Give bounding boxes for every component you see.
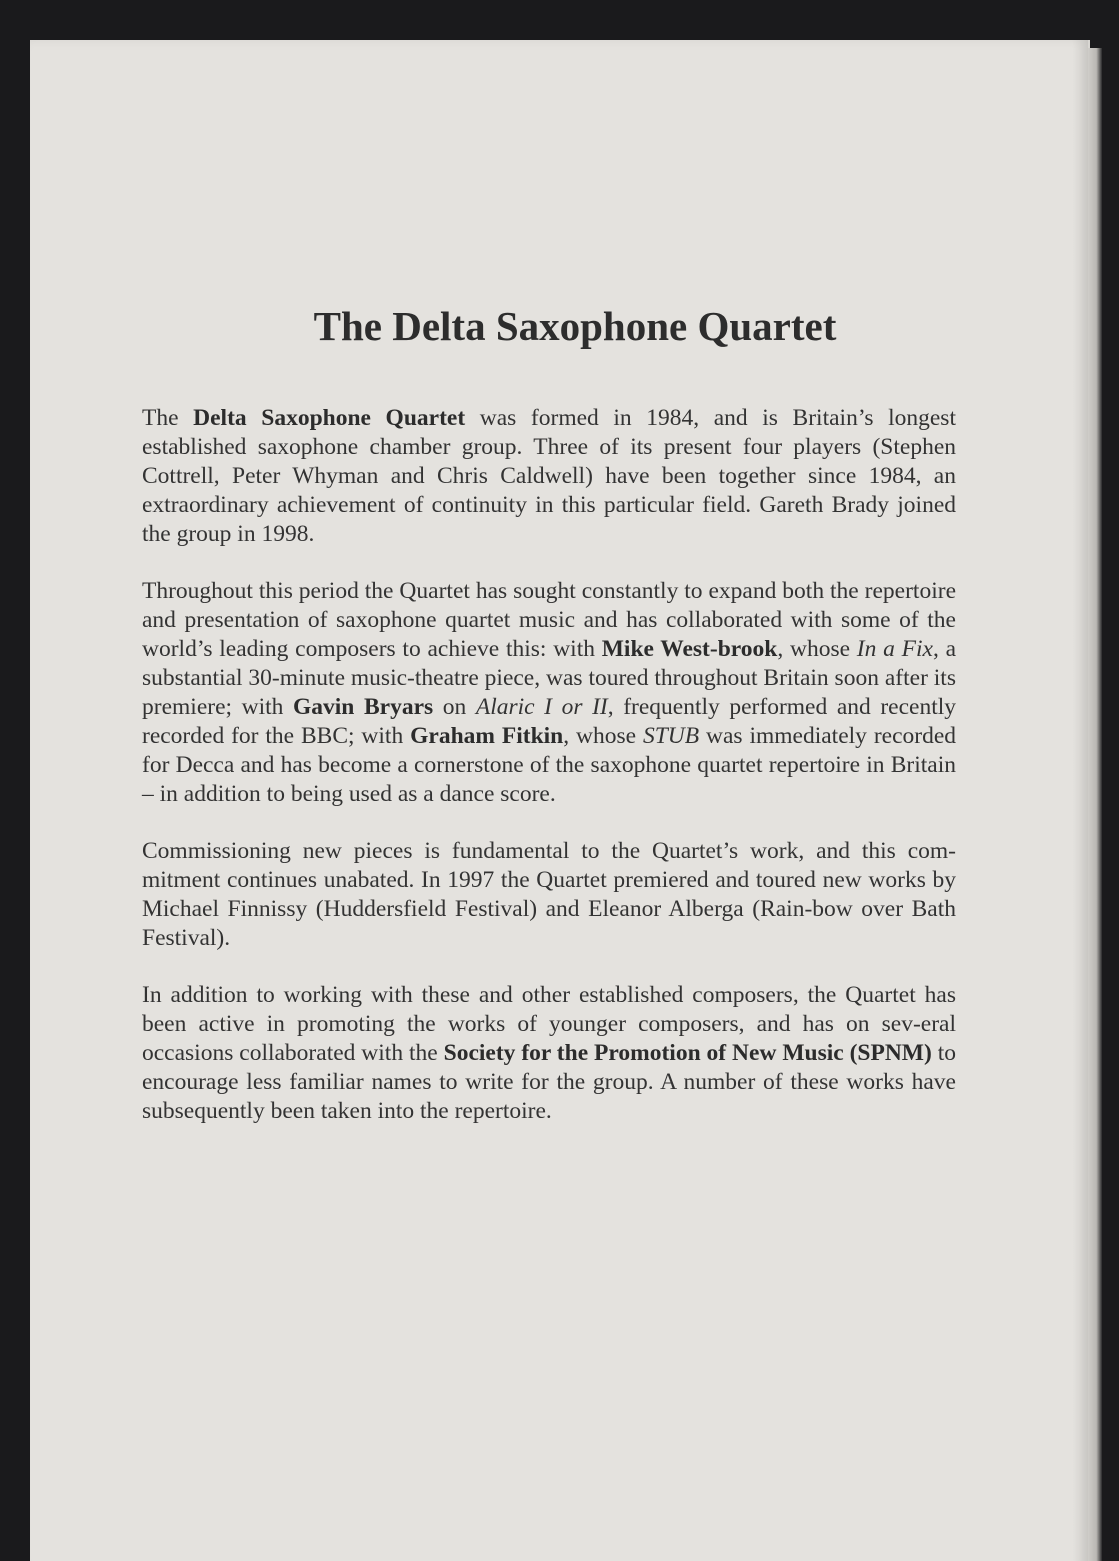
text-run: was formed in 1984, and is Britain’s longest established saxophone chamber group. Three of its present four players (Stephen Cottrell, Peter Whyman and Chris Caldwell) have been together since 1984, an extraordinary achievement of continuity in this particular field. Gareth Brady joined the group in 1998. — [142, 405, 956, 547]
text-run: Throughout this period the Quartet has sought constantly to expand both the repertoire and presentation of saxophone quartet music and has collaborated with some of the world’s leading composers to achieve this: with — [142, 578, 956, 662]
text-run: , whose — [563, 723, 643, 749]
bold-text: Gavin Bryars — [293, 694, 434, 720]
text-run: was immediately recorded for Decca and has become a cornerstone of the saxophone quartet repertoire in Britain – in addition to being used as a dance score. — [142, 723, 957, 807]
paragraph-3 — [142, 837, 956, 953]
text-run: Commissioning new pieces is fundamental to the Quartet’s work, and this com-mitment continues unabated. In 1997 the Quartet premiered and toured new works by Michael Finnissy (Huddersfield Festival) and Eleanor Alberga (Rain-bow over Bath Festival). — [142, 838, 956, 951]
italic-text: STUB — [642, 723, 700, 749]
text-run: , frequently performed and recently recorded for the BBC; with — [142, 694, 957, 749]
page-title: The Delta Saxophone Quartet — [313, 303, 837, 349]
bold-text: Society for the Promotion of New Music (SPNM) — [443, 1040, 932, 1066]
text-run: The — [142, 405, 194, 431]
paragraph-4 — [142, 981, 956, 1126]
paragraph-2 — [142, 577, 956, 809]
text-run: , a substantial 30-minute music-theatre piece, was toured throughout Britain soon after its premiere; with — [142, 636, 957, 720]
bold-text: Graham Fitkin — [410, 723, 564, 749]
page-fold-shadow — [1072, 40, 1088, 1561]
document-page — [30, 40, 1090, 1561]
paragraph-1 — [142, 404, 956, 549]
text-run: to encourage less familiar names to write for the group. A number of these works have subsequently been taken into the repertoire. — [142, 1040, 956, 1124]
document-body — [142, 404, 956, 1154]
bold-text: Mike West-brook — [601, 636, 778, 662]
text-run: , whose — [777, 636, 857, 662]
text-run: In addition to working with these and other established composers, the Quartet has been active in promoting the works of younger composers, and has on sev-eral occasions collaborated with the — [142, 982, 956, 1066]
text-run: on — [433, 694, 476, 720]
italic-text: In a Fix — [856, 636, 933, 662]
bold-text: Delta Saxophone Quartet — [193, 405, 466, 431]
italic-text: Alaric I or II — [475, 694, 608, 720]
page-edge — [1088, 48, 1102, 1561]
